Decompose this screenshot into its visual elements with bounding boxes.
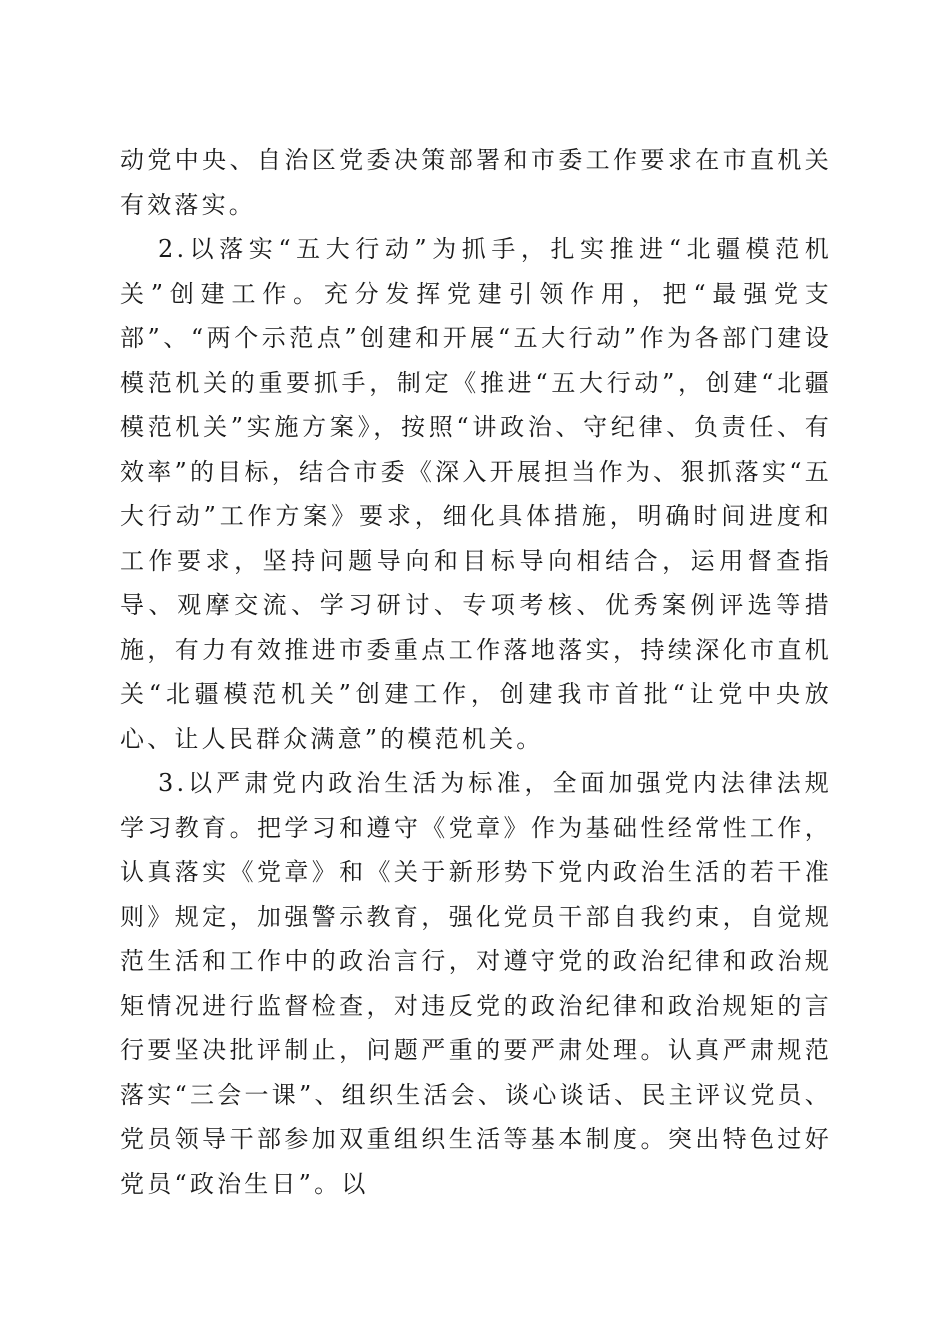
document-page	[120, 138, 832, 1206]
paragraph-continuation: 动党中央、自治区党委决策部署和市委工作要求在市直机关有效落实。	[120, 146, 832, 219]
paragraph-item-3: 3.以严肃党内政治生活为标准，全面加强党内法律法规学习教育。把学习和遵守《党章》作为基础性经常性工作，认真落实《党章》和《关于新形势下党内政治生活的若干准则》规定，加强警示教育，强化党员干部自我约束，自觉规范生活和工作中的政治言行，对遵守党的政治纪律和政治规矩情况进行监督检查，对违反党的政治纪律和政治规矩的言行要坚决批评制止，问题严重的要严肃处理。认真严肃规范落实“三会一课”、组织生活会、谈心谈话、民主评议党员、党员领导干部参加双重组织生活等基本制度。突出特色过好党员“政治生日”。以	[120, 769, 832, 1198]
paragraph-item-2: 2.以落实“五大行动”为抓手，扎实推进“北疆模范机关”创建工作。充分发挥党建引领作用，把“最强党支部”、“两个示范点”创建和开展“五大行动”作为各部门建设模范机关的重要抓手，制定《推进“五大行动”，创建“北疆模范机关”实施方案》，按照“讲政治、守纪律、负责任、有效率”的目标，结合市委《深入开展担当作为、狠抓落实“五大行动”工作方案》要求，细化具体措施，明确时间进度和工作要求，坚持问题导向和目标导向相结合，运用督查指导、观摩交流、学习研讨、专项考核、优秀案例评选等措施，有力有效推进市委重点工作落地落实，持续深化市直机关“北疆模范机关”创建工作，创建我市首批“让党中央放心、让人民群众满意”的模范机关。	[120, 235, 832, 753]
